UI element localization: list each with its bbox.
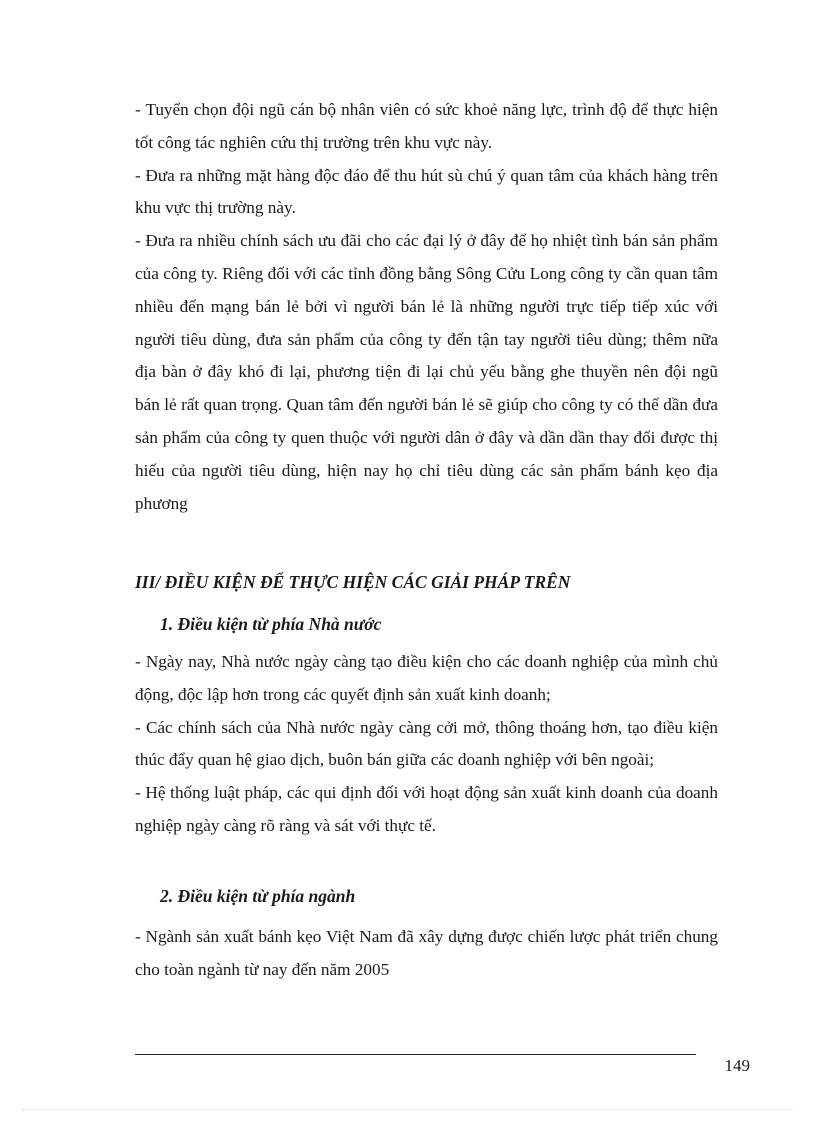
footer-divider (135, 1054, 696, 1055)
body-text-middle (135, 646, 718, 843)
paragraph: - Ngành sản xuất bánh kẹo Việt Nam đã xây dựng được chiến lược phát triển chung cho toàn ngành từ nay đến năm 2005 (135, 927, 718, 979)
page-number: 149 (724, 1056, 750, 1075)
page-edge-dotted-line (22, 1109, 794, 1110)
section-heading: III/ ĐIỀU KIỆN ĐỂ THỰC HIỆN CÁC GIẢI PHÁP TRÊN (135, 572, 571, 592)
paragraph: - Các chính sách của Nhà nước ngày càng cởi mở, thông thoáng hơn, tạo điều kiện thúc đẩy quan hệ giao dịch, buôn bán giữa các doanh nghiệp với bên ngoài; (135, 717, 718, 770)
paragraph: - Ngày nay, Nhà nước ngày càng tạo điều kiện cho các doanh nghiệp của mình chủ động, độc lập hơn trong các quyết định sản xuất kinh doanh; (135, 652, 718, 704)
body-text-top (135, 94, 718, 520)
paragraph: - Tuyển chọn đội ngũ cán bộ nhân viên có sức khoẻ năng lực, trình độ để thực hiện tốt công tác nghiên cứu thị trường trên khu vực này. (135, 100, 718, 152)
paragraph: - Đưa ra những mặt hàng độc đáo để thu hút sù chú ý quan tâm của khách hàng trên khu vực thị trường này. (135, 165, 718, 218)
paragraph: - Đưa ra nhiều chính sách ưu đãi cho các đại lý ở đây để họ nhiệt tình bán sản phẩm của công ty. Riêng đối với các tỉnh đồng bằng Sông Cửu Long công ty cần quan tâm nhiều đến mạng bán lẻ bởi vì người bán lẻ là những người trực tiếp tiếp xúc với người tiêu dùng, đưa sản phẩm của công ty đến tận tay người tiêu dùng; thêm nữa địa bàn ở đây khó đi lại, phương tiện đi lại chủ yếu bằng ghe thuyền nên đội ngũ bán lẻ rất quan trọng. Quan tâm đến người bán lẻ sẽ giúp cho công ty có thể dần đưa sản phẩm của công ty quen thuộc với người dân ở đây và dần dần thay đổi được thị hiếu của người tiêu dùng, hiện nay họ chỉ tiêu dùng các sản phẩm bánh kẹo địa phương (135, 231, 718, 513)
subheading-state-conditions: 1. Điều kiện từ phía Nhà nước (160, 614, 382, 634)
subheading-industry-conditions: 2. Điều kiện từ phía ngành (160, 886, 356, 906)
paragraph: - Hệ thống luật pháp, các qui định đối với hoạt động sản xuất kinh doanh của doanh nghiệp ngày càng rõ ràng và sát với thực tế. (135, 783, 718, 835)
body-text-bottom (135, 921, 718, 987)
